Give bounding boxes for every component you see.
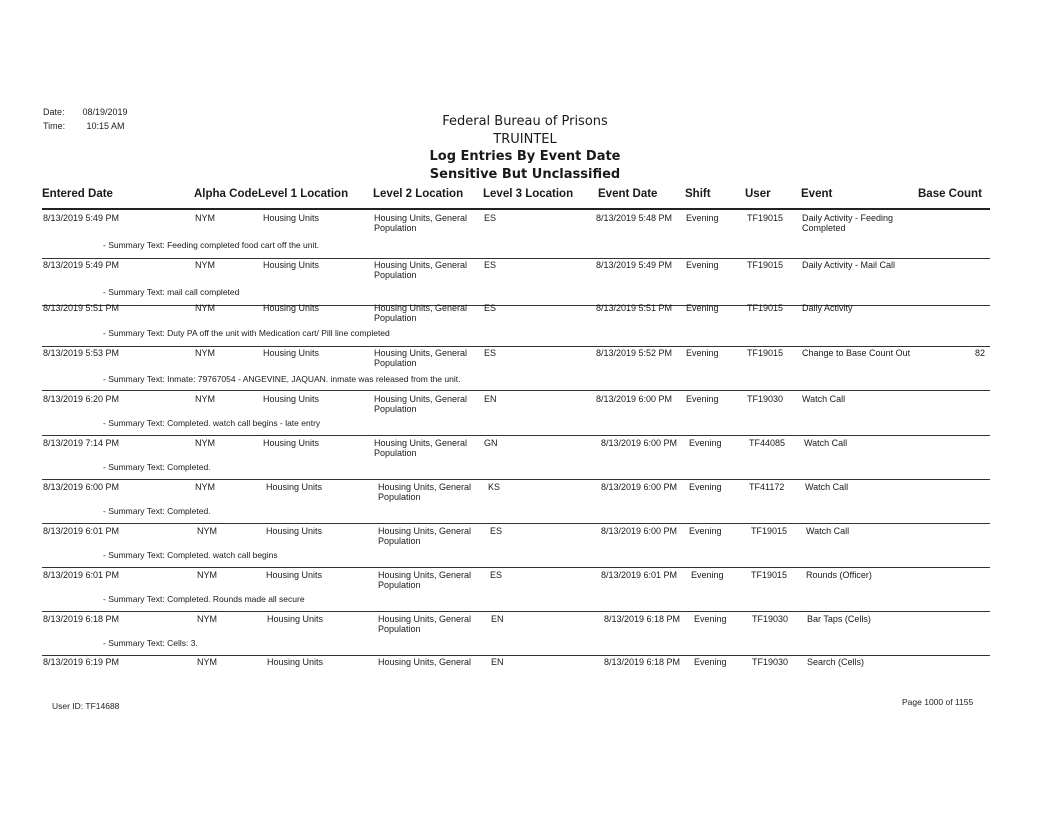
event-date: 8/13/2019 6:00 PM — [601, 526, 678, 536]
shift: Evening — [689, 482, 722, 492]
user: TF19015 — [747, 303, 784, 313]
event-date: 8/13/2019 5:52 PM — [596, 348, 673, 358]
level2-location: Housing Units, General Population — [378, 526, 472, 546]
user-id: User ID: TF14688 — [52, 701, 120, 711]
entered-date: 8/13/2019 5:53 PM — [43, 348, 120, 358]
date-value: 08/19/2019 — [82, 107, 128, 117]
alpha-code: NYM — [197, 526, 217, 536]
summary-text: - Summary Text: Completed. watch call begins - late entry — [103, 418, 321, 428]
report-name: Log Entries By Event Date — [429, 149, 621, 164]
alpha-code: NYM — [195, 394, 215, 404]
shift: Evening — [689, 526, 722, 536]
entered-date: 8/13/2019 6:19 PM — [43, 657, 120, 667]
entered-date: 8/13/2019 7:14 PM — [43, 438, 120, 448]
event-date: 8/13/2019 5:49 PM — [596, 260, 673, 270]
level2-location: Housing Units, General Population — [374, 348, 468, 368]
entered-date: 8/13/2019 6:18 PM — [43, 614, 120, 624]
event: Rounds (Officer) — [806, 570, 872, 580]
entered-date: 8/13/2019 6:20 PM — [43, 394, 120, 404]
level3-location: ES — [490, 570, 503, 580]
shift: Evening — [691, 570, 724, 580]
col-shift: Shift — [685, 188, 711, 200]
alpha-code: NYM — [195, 213, 215, 223]
level2-location: Housing Units, General Population — [374, 260, 468, 280]
table-header — [0, 188, 1056, 206]
level3-location: ES — [484, 260, 497, 270]
col-user: User — [745, 188, 771, 200]
entered-date: 8/13/2019 6:01 PM — [43, 570, 120, 580]
col-level3-location: Level 3 Location — [483, 188, 574, 200]
shift: Evening — [686, 348, 719, 358]
level3-location: GN — [484, 438, 498, 448]
event-date: 8/13/2019 5:48 PM — [596, 213, 673, 223]
user: TF19015 — [747, 260, 784, 270]
time-value: 10:15 AM — [86, 121, 125, 131]
event-date: 8/13/2019 6:18 PM — [604, 657, 681, 667]
alpha-code: NYM — [197, 570, 217, 580]
user: TF19015 — [751, 526, 788, 536]
level2-location: Housing Units, General Population — [374, 303, 468, 323]
table-row — [0, 389, 1056, 436]
shift: Evening — [686, 303, 719, 313]
event: Bar Taps (Cells) — [807, 614, 871, 624]
col-level2-location: Level 2 Location — [373, 188, 464, 200]
alpha-code: NYM — [195, 260, 215, 270]
col-alpha-code: Alpha Code — [194, 188, 258, 200]
level2-location: Housing Units, General Population — [378, 570, 472, 590]
alpha-code: NYM — [195, 482, 215, 492]
event-date: 8/13/2019 6:00 PM — [601, 438, 678, 448]
agency-name: Federal Bureau of Prisons — [442, 114, 608, 129]
level1-location: Housing Units — [266, 526, 323, 536]
level3-location: EN — [491, 657, 504, 667]
alpha-code: NYM — [195, 438, 215, 448]
level2-location: Housing Units, General Population — [374, 438, 468, 458]
date-label: Date: — [43, 107, 65, 117]
col-event-date: Event Date — [598, 188, 658, 200]
report-title — [0, 113, 1056, 183]
level3-location: EN — [484, 394, 497, 404]
event-date: 8/13/2019 6:18 PM — [604, 614, 681, 624]
user: TF41172 — [749, 482, 785, 492]
event: Watch Call — [806, 526, 850, 536]
level1-location: Housing Units — [263, 438, 320, 448]
user: TF19015 — [751, 570, 788, 580]
level2-location: Housing Units, General Population — [374, 213, 468, 233]
user: TF19015 — [747, 213, 784, 223]
summary-text: - Summary Text: Cells: 3. — [103, 638, 198, 648]
event: Daily Activity — [802, 303, 853, 313]
summary-text: - Summary Text: Inmate: 79767054 - ANGEVINE, JAQUAN. inmate was released from the unit. — [103, 374, 461, 384]
event-date: 8/13/2019 5:51 PM — [596, 303, 673, 313]
col-level1-location: Level 1 Location — [258, 188, 349, 200]
level1-location: Housing Units — [263, 303, 320, 313]
shift: Evening — [694, 657, 727, 667]
event: Watch Call — [802, 394, 846, 404]
user: TF19030 — [747, 394, 784, 404]
base-count: 82 — [975, 348, 986, 358]
event: Daily Activity - Mail Call — [802, 260, 896, 270]
level3-location: ES — [484, 213, 497, 223]
event: Watch Call — [804, 438, 848, 448]
event: Daily Activity - Feeding Completed — [802, 213, 894, 233]
level1-location: Housing Units — [263, 348, 320, 358]
level1-location: Housing Units — [263, 213, 320, 223]
entered-date: 8/13/2019 6:01 PM — [43, 526, 120, 536]
table-row — [0, 300, 1056, 347]
table-row — [0, 565, 1056, 612]
event: Change to Base Count Out — [802, 348, 911, 358]
level2-location: Housing Units, General Population — [378, 482, 472, 502]
level1-location: Housing Units — [263, 394, 320, 404]
user: TF19030 — [752, 614, 789, 624]
header-divider — [42, 208, 990, 210]
col-base-count: Base Count — [918, 188, 982, 200]
summary-text: - Summary Text: Duty PA off the unit with Medication cart/ Pill line completed — [103, 328, 390, 338]
table-row — [0, 433, 1056, 480]
user: TF19015 — [747, 348, 784, 358]
level2-location: Housing Units, General Population — [374, 394, 468, 414]
table-row — [0, 477, 1056, 524]
summary-text: - Summary Text: Completed. — [103, 506, 211, 516]
summary-text: - Summary Text: Completed. Rounds made all secure — [103, 594, 305, 604]
level1-location: Housing Units — [266, 482, 323, 492]
summary-text: - Summary Text: Completed. watch call begins — [103, 550, 278, 560]
event: Search (Cells) — [807, 657, 865, 667]
event-date: 8/13/2019 6:01 PM — [601, 570, 678, 580]
user: TF19030 — [752, 657, 789, 667]
summary-text: - Summary Text: Feeding completed food cart off the unit. — [103, 240, 320, 250]
alpha-code: NYM — [197, 614, 217, 624]
event-date: 8/13/2019 6:00 PM — [601, 482, 678, 492]
table-row — [0, 609, 1056, 656]
table-row — [0, 521, 1056, 568]
level1-location: Housing Units — [263, 260, 320, 270]
alpha-code: NYM — [195, 303, 215, 313]
level3-location: ES — [484, 303, 497, 313]
level2-location: Housing Units, General — [378, 657, 472, 667]
level3-location: ES — [490, 526, 503, 536]
summary-text: - Summary Text: mail call completed — [103, 287, 240, 297]
user: TF44085 — [749, 438, 786, 448]
level1-location: Housing Units — [267, 614, 324, 624]
event-date: 8/13/2019 6:00 PM — [596, 394, 673, 404]
shift: Evening — [686, 213, 719, 223]
system-name: TRUINTEL — [493, 131, 557, 147]
shift: Evening — [694, 614, 727, 624]
col-event: Event — [801, 188, 833, 200]
level1-location: Housing Units — [267, 657, 324, 667]
page-number: Page 1000 of 1155 — [902, 697, 974, 707]
shift: Evening — [686, 260, 719, 270]
entered-date: 8/13/2019 6:00 PM — [43, 482, 120, 492]
shift: Evening — [689, 438, 722, 448]
alpha-code: NYM — [197, 657, 217, 667]
summary-text: - Summary Text: Completed. — [103, 462, 211, 472]
col-entered-date: Entered Date — [42, 188, 113, 200]
alpha-code: NYM — [195, 348, 215, 358]
entered-date: 8/13/2019 5:49 PM — [43, 260, 120, 270]
level2-location: Housing Units, General Population — [378, 614, 472, 634]
level3-location: KS — [488, 482, 501, 492]
table-row — [0, 259, 1056, 306]
level3-location: EN — [491, 614, 504, 624]
time-label: Time: — [43, 121, 66, 131]
event: Watch Call — [805, 482, 849, 492]
entered-date: 8/13/2019 5:49 PM — [43, 213, 120, 223]
entered-date: 8/13/2019 5:51 PM — [43, 303, 120, 313]
level3-location: ES — [484, 348, 497, 358]
classification: Sensitive But Unclassified — [429, 166, 621, 182]
table-row — [0, 344, 1056, 391]
table-row — [0, 212, 1056, 259]
table-row — [0, 653, 1056, 675]
level1-location: Housing Units — [266, 570, 323, 580]
shift: Evening — [686, 394, 719, 404]
